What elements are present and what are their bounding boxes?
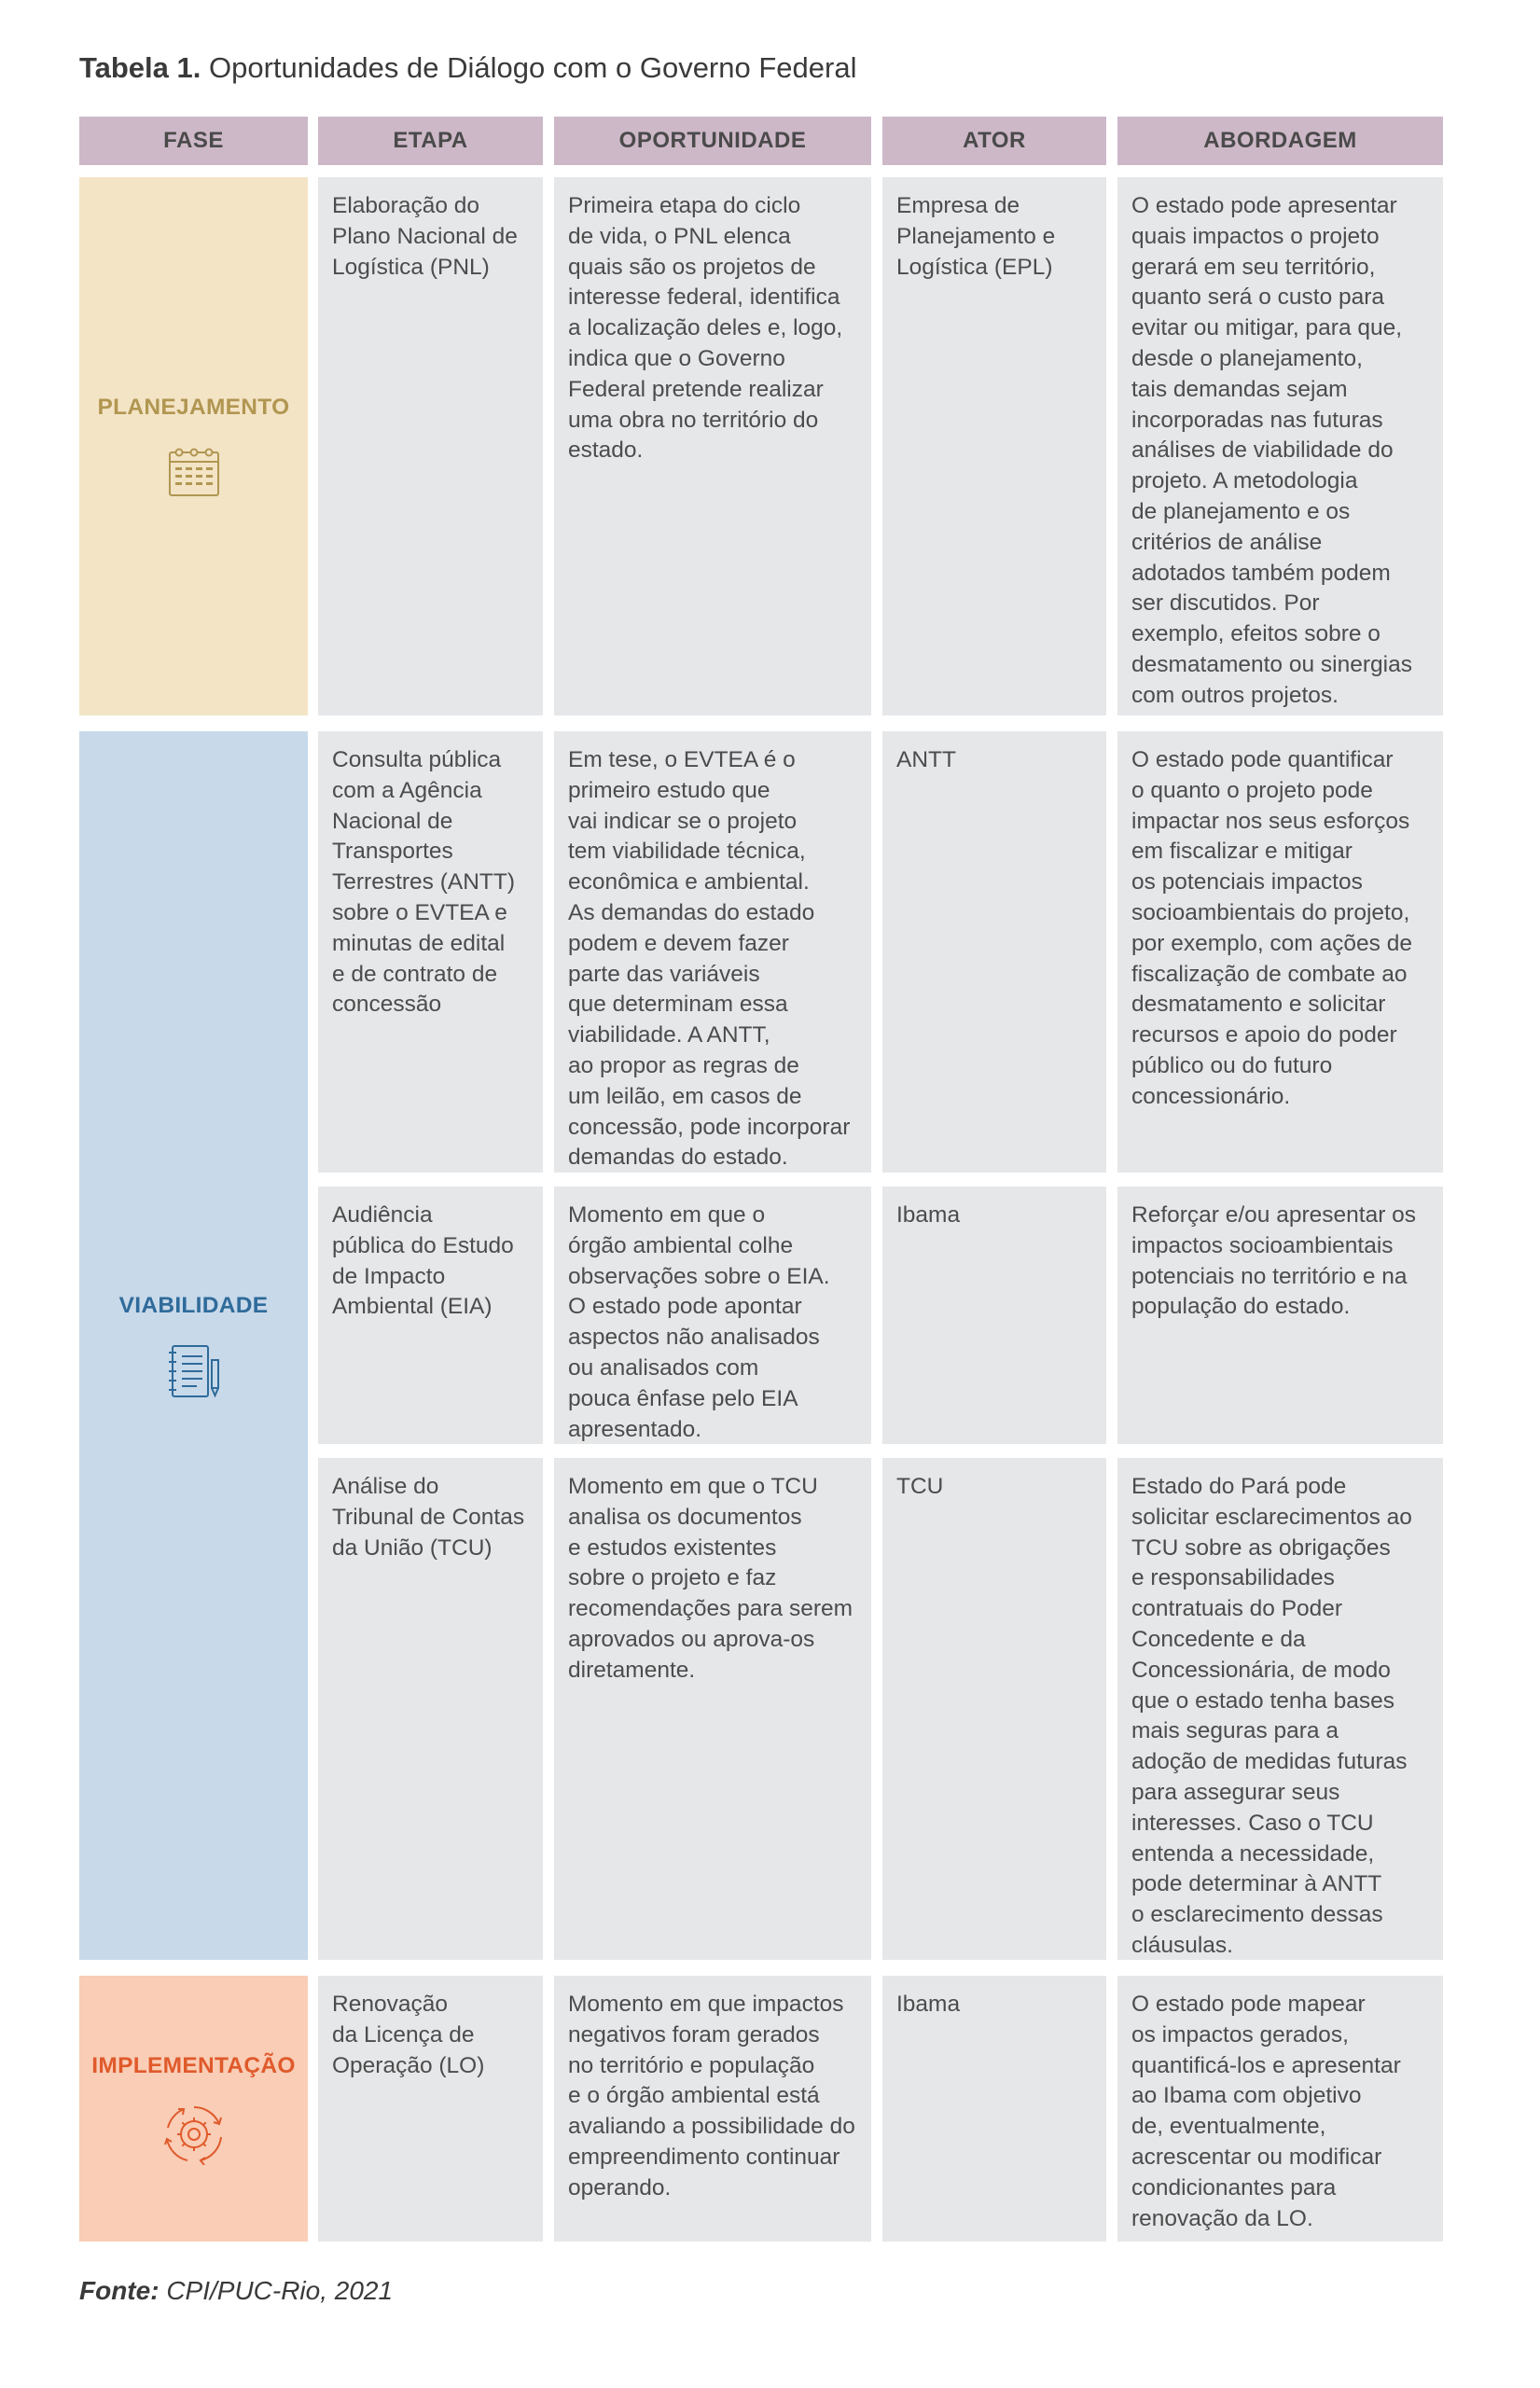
source-text: CPI/PUC-Rio, 2021 [166, 2276, 394, 2305]
header-etapa: ETAPA [318, 117, 543, 165]
phase-viabilidade [79, 731, 308, 1960]
caption-label: Tabela 1. [79, 51, 201, 84]
phase-planejamento [79, 177, 308, 715]
row2-abordagem: O estado pode quantificar o quanto o projeto pode impactar nos seus esforços em fiscalizar e mitigar os potenciais impactos socioambientais do projeto, por exemplo, com ações de fiscalização de combate ao desmatamento e solicitar recursos e apoio do poder público ou do futuro concessionário. [1117, 731, 1443, 1173]
row4-ator: TCU [882, 1458, 1106, 1960]
header-ator: ATOR [882, 117, 1106, 165]
table-caption [79, 51, 856, 85]
source-label: Fonte: [79, 2276, 160, 2305]
row5-ator: Ibama [882, 1976, 1106, 2242]
calendar-icon [166, 445, 222, 499]
row1-abordagem: O estado pode apresentar quais impactos o projeto gerará em seu território, quanto será o custo para evitar ou mitigar, para que, desde o planejamento, tais demandas sejam incorporadas nas futuras análises de viabilidade do projeto. A metodologia de planejamento e os critérios de análise adotados também podem ser discutidos. Por exemplo, efeitos sobre o desmatamento ou sinergias com outros projetos. [1117, 177, 1443, 715]
phase-implementacao [79, 1976, 308, 2242]
header-oportunidade: OPORTUNIDADE [554, 117, 871, 165]
row3-etapa: Audiência pública do Estudo de Impacto Ambiental (EIA) [318, 1187, 543, 1444]
row4-abordagem: Estado do Pará pode solicitar esclarecimentos ao TCU sobre as obrigações e responsabilidades contratuais do Poder Concedente e da Concessionária, de modo que o estado tenha bases mais seguras para a adoção de medidas futuras para assegurar seus interesses. Caso o TCU entenda a necessidade, pode determinar à ANTT o esclarecimento dessas cláusulas. [1117, 1458, 1443, 1960]
row2-ator: ANTT [882, 731, 1106, 1173]
row1-oportunidade: Primeira etapa do ciclo de vida, o PNL elenca quais são os projetos de interesse federal, identifica a localização deles e, logo, indica que o Governo Federal pretende realizar uma obra no território do estado. [554, 177, 871, 715]
row1-ator: Empresa de Planejamento e Logística (EPL) [882, 177, 1106, 715]
row1-etapa: Elaboração do Plano Nacional de Logística (PNL) [318, 177, 543, 715]
header-abordagem: ABORDAGEM [1117, 117, 1443, 165]
caption-title: Oportunidades de Diálogo com o Governo Federal [209, 51, 857, 84]
notebook-icon [165, 1343, 223, 1399]
phase-label: IMPLEMENTAÇÃO [91, 2052, 296, 2078]
row3-abordagem: Reforçar e/ou apresentar os impactos socioambientais potenciais no território e na população do estado. [1117, 1187, 1443, 1444]
row4-etapa: Análise do Tribunal de Contas da União (TCU) [318, 1458, 543, 1960]
row2-oportunidade: Em tese, o EVTEA é o primeiro estudo que vai indicar se o projeto tem viabilidade técnica, econômica e ambiental. As demandas do estado podem e devem fazer parte das variáveis que determinam essa viabilidade. A ANTT, ao propor as regras de um leilão, em casos de concessão, pode incorporar demandas do estado. [554, 731, 871, 1173]
source-note [79, 2276, 393, 2306]
row5-oportunidade: Momento em que impactos negativos foram gerados no território e população e o órgão ambiental está avaliando a possibilidade do empreendimento continuar operando. [554, 1976, 871, 2242]
row5-abordagem: O estado pode mapear os impactos gerados, quantificá-los e apresentar ao Ibama com objetivo de, eventualmente, acrescentar ou modificar condicionantes para renovação da LO. [1117, 1976, 1443, 2242]
row3-ator: Ibama [882, 1187, 1106, 1444]
gear-cycle-icon [163, 2103, 225, 2165]
header-fase: FASE [79, 117, 308, 165]
phase-label: PLANEJAMENTO [97, 394, 290, 420]
phase-label: VIABILIDADE [118, 1292, 269, 1318]
row5-etapa: Renovação da Licença de Operação (LO) [318, 1976, 543, 2242]
row4-oportunidade: Momento em que o TCU analisa os documentos e estudos existentes sobre o projeto e faz recomendações para serem aprovados ou aprova-os diretamente. [554, 1458, 871, 1960]
row2-etapa: Consulta pública com a Agência Nacional de Transportes Terrestres (ANTT) sobre o EVTEA e minutas de edital e de contrato de concessão [318, 731, 543, 1173]
row3-oportunidade: Momento em que o órgão ambiental colhe observações sobre o EIA. O estado pode apontar aspectos não analisados ou analisados com pouca ênfase pelo EIA apresentado. [554, 1187, 871, 1444]
